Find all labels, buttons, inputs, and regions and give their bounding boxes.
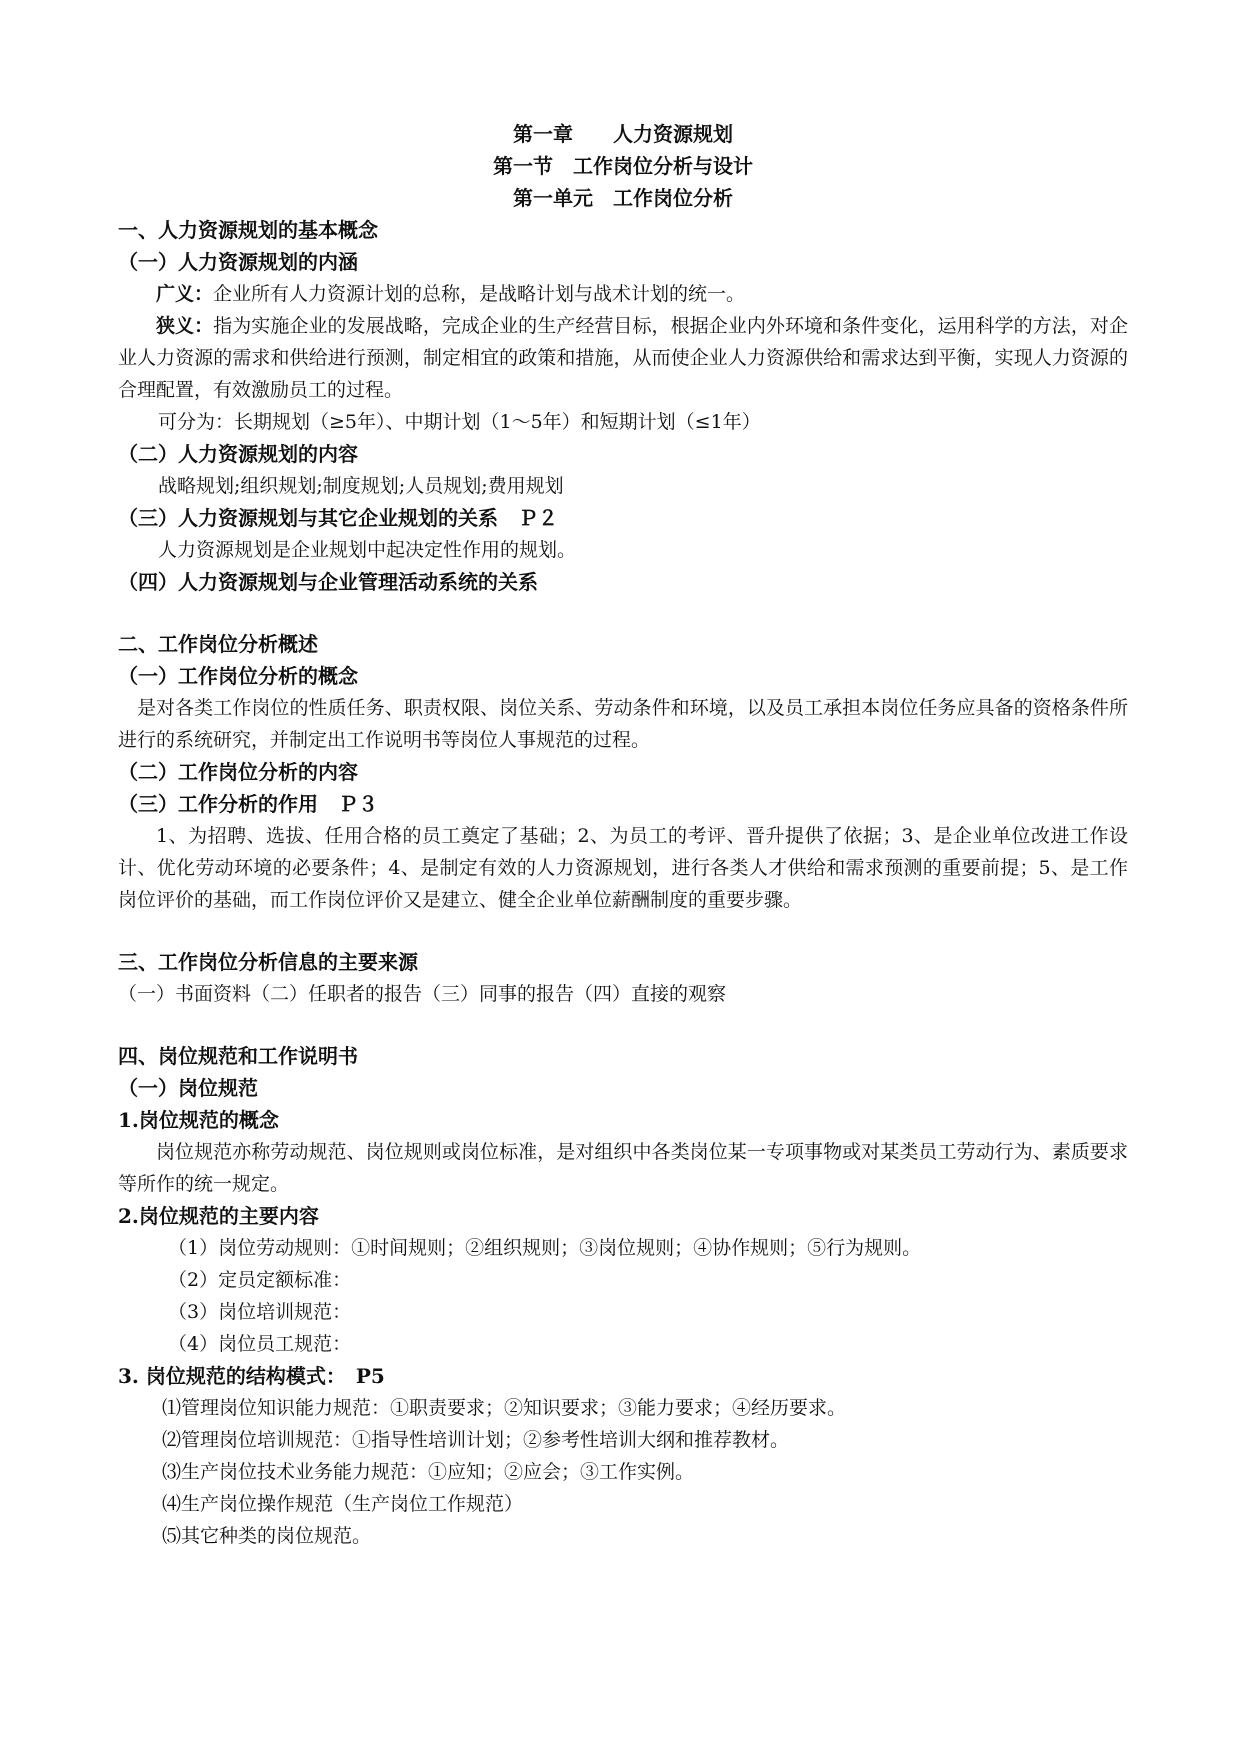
- list-item: ⑵管理岗位培训规范：①指导性培训计划；②参考性培训大纲和推荐教材。: [162, 1429, 790, 1451]
- subheading-2-1: （一）工作岗位分析的概念: [118, 664, 358, 688]
- paragraph-narrow: [118, 310, 1128, 406]
- document-page: [118, 118, 1128, 1552]
- item-2-heading: 2.岗位规范的主要内容: [118, 1204, 319, 1228]
- paragraph-concept: 是对各类工作岗位的性质任务、职责权限、岗位关系、劳动条件和环境，以及员工承担本岗位任务应具备的资格条件所进行的系统研究，并制定出工作说明书等岗位人事规范的过程。: [118, 697, 1128, 751]
- subheading-1-1: （一）人力资源规划的内涵: [118, 250, 358, 274]
- subheading-2-2: （二）工作岗位分析的内容: [118, 760, 358, 784]
- paragraph-sources: （一）书面资料（二）任职者的报告（三）同事的报告（四）直接的观察: [118, 983, 727, 1005]
- list-item: ⑷生产岗位操作规范（生产岗位工作规范）: [162, 1493, 524, 1515]
- heading-4: 四、岗位规范和工作说明书: [118, 1044, 358, 1068]
- subheading-1-2: （二）人力资源规划的内容: [118, 442, 358, 466]
- list-item: （2）定员定额标准：: [168, 1269, 352, 1291]
- list-item: （4）岗位员工规范：: [168, 1333, 352, 1355]
- paragraph-broad: [118, 278, 1128, 310]
- paragraph-item1: 岗位规范亦称劳动规范、岗位规则或岗位标准，是对组织中各类岗位某一专项事物或对某类员工劳动行为、素质要求等所作的统一规定。: [118, 1141, 1128, 1195]
- chapter-title: 第一章 人力资源规划: [513, 122, 733, 146]
- subheading-1-3: （三）人力资源规划与其它企业规划的关系 Ｐ２: [118, 506, 558, 530]
- item-1-heading: 1.岗位规范的概念: [118, 1108, 279, 1132]
- heading-3: 三、工作岗位分析信息的主要来源: [118, 950, 418, 974]
- paragraph-content: 战略规划;组织规划;制度规划;人员规划;费用规划: [158, 475, 564, 497]
- subheading-1-4: （四）人力资源规划与企业管理活动系统的关系: [118, 570, 538, 594]
- list-item: ⑴管理岗位知识能力规范：①职责要求；②知识要求；③能力要求；④经历要求。: [162, 1397, 847, 1419]
- paragraph-relation: 人力资源规划是企业规划中起决定性作用的规划。: [158, 539, 577, 561]
- list-item: （3）岗位培训规范：: [168, 1301, 352, 1323]
- list-item: ⑸其它种类的岗位规范。: [162, 1525, 372, 1547]
- subheading-2-3: （三）工作分析的作用 Ｐ３: [118, 792, 378, 816]
- item-3-heading: 3. 岗位规范的结构模式： P5: [118, 1364, 385, 1388]
- subheading-4-1: （一）岗位规范: [118, 1076, 258, 1100]
- list-item: （1）岗位劳动规则：①时间规则；②组织规则；③岗位规则；④协作规则；⑤行为规则。: [168, 1237, 922, 1259]
- unit-title: 第一单元 工作岗位分析: [513, 186, 733, 210]
- paragraph-types: 可分为：长期规划（≥5年）、中期计划（1～5年）和短期计划（≤1年）: [158, 411, 761, 433]
- heading-1: 一、人力资源规划的基本概念: [118, 218, 378, 242]
- broad-label: 广义：: [156, 283, 214, 305]
- narrow-label: 狭义：: [156, 315, 214, 337]
- section-title: 第一节 工作岗位分析与设计: [493, 154, 753, 178]
- paragraph-role: 1、为招聘、选拔、任用合格的员工奠定了基础；2、为员工的考评、晋升提供了依据；3、是企业单位改进工作设计、优化劳动环境的必要条件；4、是制定有效的人力资源规划，进行各类人才供给和需求预测的重要前提；5、是工作岗位评价的基础，而工作岗位评价又是建立、健全企业单位薪酬制度的重要步骤。: [118, 825, 1128, 911]
- narrow-text: 指为实施企业的发展战略，完成企业的生产经营目标，根据企业内外环境和条件变化，运用科学的方法，对企业人力资源的需求和供给进行预测，制定相宜的政策和措施，从而使企业人力资源供给和需求达到平衡，实现人力资源的合理配置，有效激励员工的过程。: [118, 315, 1128, 401]
- heading-2: 二、工作岗位分析概述: [118, 632, 318, 656]
- list-item: ⑶生产岗位技术业务能力规范：①应知；②应会；③工作实例。: [162, 1461, 695, 1483]
- broad-text: 企业所有人力资源计划的总称，是战略计划与战术计划的统一。: [213, 283, 746, 305]
